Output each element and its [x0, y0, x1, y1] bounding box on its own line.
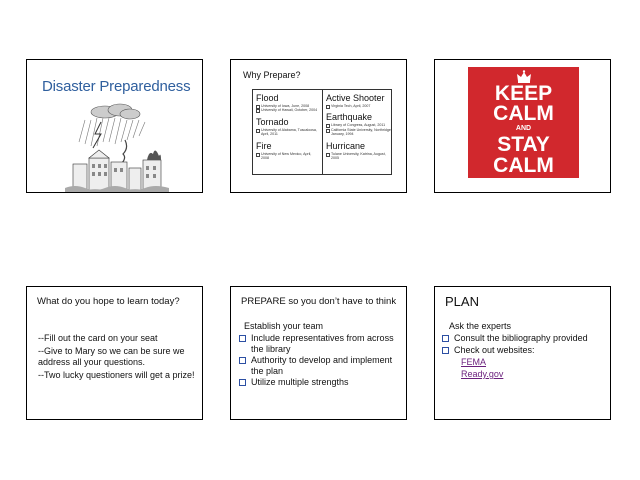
- slide-subtitle: Ask the experts: [449, 321, 512, 331]
- right-column: [326, 92, 392, 164]
- poster-line: STAY: [497, 133, 550, 156]
- slide-keep-calm[interactable]: [434, 59, 611, 193]
- disaster-heading: Tornado: [256, 116, 289, 127]
- poster-line: CALM: [493, 154, 554, 177]
- reference-item: California State University, Northridge, January, 1994: [326, 128, 392, 137]
- slide-title: Why Prepare?: [243, 70, 301, 80]
- checkbox-bullet-icon: [239, 357, 246, 364]
- disaster-heading: Active Shooter: [326, 93, 385, 103]
- list-item: [441, 333, 606, 344]
- ready-gov-link[interactable]: Ready.gov: [461, 369, 504, 379]
- disaster-heading: Hurricane: [326, 140, 366, 151]
- bullet-text: Authority to develop and implement the plan: [251, 355, 393, 376]
- slide-title: Disaster Preparedness: [42, 78, 191, 95]
- poster-line: KEEP: [494, 82, 553, 105]
- checkbox-bullet-icon: [442, 335, 449, 342]
- checkbox-bullet-icon: [239, 335, 246, 342]
- slide-title: PLAN: [445, 294, 479, 309]
- poster-line: CALM: [493, 102, 554, 125]
- list-item: [238, 333, 403, 354]
- checkbox-bullet-icon: [442, 347, 449, 354]
- slide-why-prepare[interactable]: [230, 59, 407, 193]
- instruction-list: [38, 333, 198, 383]
- list-item: [441, 345, 606, 356]
- bullet-list: [441, 333, 606, 380]
- disaster-heading: Earthquake: [326, 112, 373, 123]
- disaster-illustration: [65, 102, 169, 192]
- bullet-text: Utilize multiple strengths: [251, 377, 349, 387]
- fema-link[interactable]: FEMA: [461, 357, 487, 367]
- checkbox-bullet-icon: [239, 379, 246, 386]
- reference-item: University of Hawaii, October, 2004: [256, 108, 320, 112]
- slide-what-to-learn[interactable]: [26, 286, 203, 420]
- list-item: [238, 355, 403, 376]
- column-divider: [322, 90, 323, 174]
- reference-item: University of Alabama, Tuscaloosa, April, 2011: [256, 128, 320, 137]
- disaster-heading: Flood: [256, 93, 279, 103]
- disaster-table: [252, 89, 392, 175]
- poster-line: AND: [515, 125, 532, 132]
- left-column: [256, 92, 320, 164]
- list-item: --Two lucky questioners will get a prize!: [38, 370, 195, 380]
- bullet-list: [238, 333, 403, 389]
- disaster-heading: Fire: [256, 140, 272, 151]
- reference-item: University of New Mexico, April, 2008: [256, 152, 320, 161]
- reference-item: University of Iowa, June, 2008: [256, 104, 320, 108]
- bullet-text: Include representatives from across the library: [251, 333, 394, 354]
- reference-item: Tulane University, Katrina, August, 2005: [326, 152, 392, 161]
- slide-subtitle: Establish your team: [244, 321, 324, 331]
- list-item: [238, 377, 403, 388]
- slide-plan[interactable]: [434, 286, 611, 420]
- slide-title: PREPARE so you don’t have to think: [241, 296, 397, 307]
- bullet-text: Consult the bibliography provided: [454, 333, 588, 343]
- slide-disaster-preparedness[interactable]: [26, 59, 203, 193]
- reference-item: Library of Congress, August, 2011: [326, 123, 392, 127]
- bullet-text: Check out websites:: [454, 344, 535, 355]
- list-item: --Give to Mary so we can be sure we address all your questions.: [38, 346, 185, 367]
- slide-title: What do you hope to learn today?: [37, 296, 180, 307]
- list-item: --Fill out the card on your seat: [38, 333, 158, 343]
- slide-prepare[interactable]: [230, 286, 407, 420]
- keep-calm-poster: [468, 67, 579, 178]
- reference-item: Virginia Tech, April, 2007: [326, 104, 392, 108]
